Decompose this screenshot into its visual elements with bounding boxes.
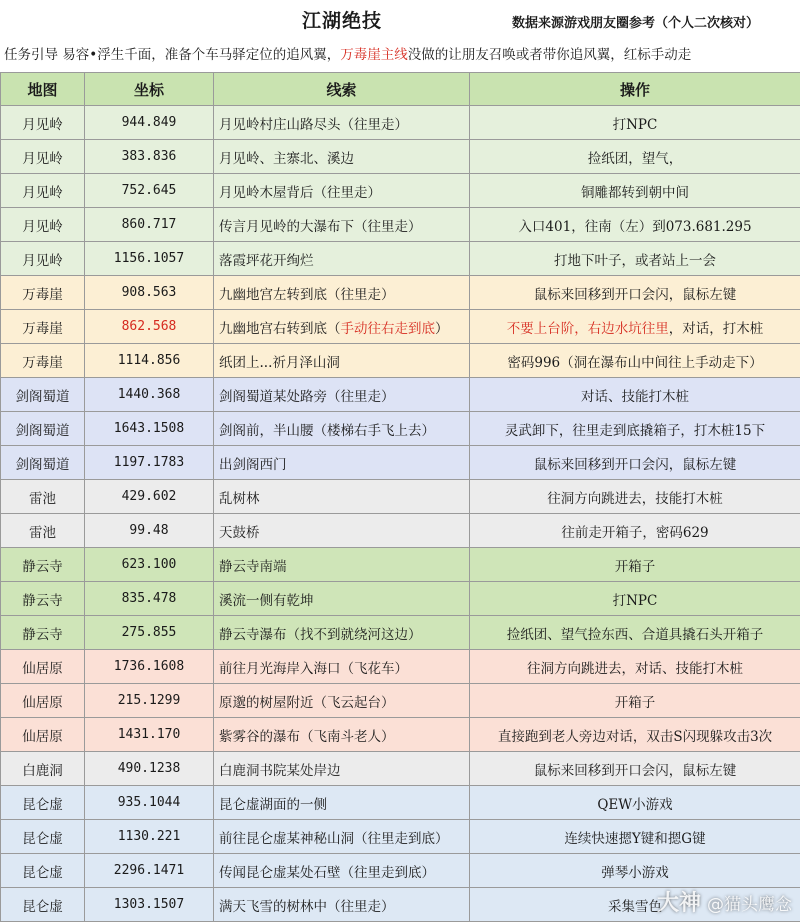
cell-coord: 215.1299	[85, 684, 214, 718]
cell-coord: 2296.1471	[85, 854, 214, 888]
cell-coord: 1431.170	[85, 718, 214, 752]
watermark-handle: @猫头鹰念	[707, 895, 792, 915]
table-row	[1, 650, 800, 684]
page-title: 江湖绝技	[302, 6, 382, 33]
table-row	[1, 276, 800, 310]
cell-map: 月见岭	[1, 208, 85, 242]
cell-coord: 429.602	[85, 480, 214, 514]
cell-clue: 静云寺瀑布（找不到就绕河这边）	[214, 616, 470, 650]
table-row	[1, 446, 800, 480]
table-row	[1, 310, 800, 344]
cell-clue: 剑阁蜀道某处路旁（往里走）	[214, 378, 470, 412]
cell-action: 往洞方向跳进去，对话、技能打木桩	[470, 650, 800, 684]
cell-map: 白鹿洞	[1, 752, 85, 786]
cell-coord: 935.1044	[85, 786, 214, 820]
table-row	[1, 684, 800, 718]
header-map: 地图	[1, 73, 85, 106]
cell-clue: 纸团上...祈月泽山洞	[214, 344, 470, 378]
cell-map: 万毒崖	[1, 344, 85, 378]
guide-highlight: 万毒崖主线	[340, 47, 408, 63]
clue-text: 九幽地宫右转到底（	[219, 321, 341, 337]
cell-action: 对话、技能打木桩	[470, 378, 800, 412]
table-row	[1, 786, 800, 820]
table-row	[1, 616, 800, 650]
cell-action: 弹琴小游戏	[470, 854, 800, 888]
data-source-note: 数据来源游戏朋友圈参考（个人二次核对）	[512, 12, 759, 31]
table-row	[1, 582, 800, 616]
task-guide	[0, 40, 800, 70]
table-row	[1, 480, 800, 514]
cell-coord: 1197.1783	[85, 446, 214, 480]
cell-clue: 月见岭木屋背后（往里走）	[214, 174, 470, 208]
watermark-brand: 大神	[657, 891, 701, 916]
table-row	[1, 548, 800, 582]
table-row	[1, 106, 800, 140]
cell-clue: 静云寺南端	[214, 548, 470, 582]
cell-coord: 490.1238	[85, 752, 214, 786]
cell-coord: 835.478	[85, 582, 214, 616]
cell-action: 鼠标来回移到开口会闪，鼠标左键	[470, 446, 800, 480]
watermark	[657, 886, 792, 917]
cell-coord: 862.568	[85, 310, 214, 344]
cell-action: QEW小游戏	[470, 786, 800, 820]
cell-map: 昆仑虚	[1, 888, 85, 922]
table-row	[1, 752, 800, 786]
cell-clue: 白鹿洞书院某处岸边	[214, 752, 470, 786]
header-action: 操作	[470, 73, 800, 106]
cell-map: 仙居原	[1, 684, 85, 718]
cell-action: 鼠标来回移到开口会闪，鼠标左键	[470, 276, 800, 310]
cell-map: 剑阁蜀道	[1, 446, 85, 480]
cell-clue: 月见岭、主寨北、溪边	[214, 140, 470, 174]
guide-text-end: 没做的让朋友召唤或者带你追风翼，红标手动走	[408, 47, 692, 63]
cell-clue: 落霞坪花开绚烂	[214, 242, 470, 276]
cell-action: 鼠标来回移到开口会闪，鼠标左键	[470, 752, 800, 786]
action-text: ，对话，打木桩	[669, 321, 764, 337]
cell-map: 昆仑虚	[1, 820, 85, 854]
cell-coord: 99.48	[85, 514, 214, 548]
table-row	[1, 242, 800, 276]
cell-action: 打NPC	[470, 582, 800, 616]
cell-action: 连续快速摁Y键和摁G键	[470, 820, 800, 854]
table-row	[1, 344, 800, 378]
cell-clue: 天鼓桥	[214, 514, 470, 548]
cell-clue: 乱树林	[214, 480, 470, 514]
cell-coord: 752.645	[85, 174, 214, 208]
table-header-row	[1, 73, 800, 106]
cell-clue: 前往月光海岸入海口（飞花车）	[214, 650, 470, 684]
table-row	[1, 208, 800, 242]
cell-action: 密码996（洞在瀑布山中间往上手动走下）	[470, 344, 800, 378]
cell-map: 静云寺	[1, 616, 85, 650]
action-text-red: 不要上台阶，右边水坑往里	[507, 321, 669, 337]
clue-text-red: 手动往右走到底	[341, 321, 436, 337]
skills-table	[0, 72, 800, 922]
table-row	[1, 174, 800, 208]
table-row	[1, 140, 800, 174]
cell-action: 直接跑到老人旁边对话，双击S闪现躲攻击3次	[470, 718, 800, 752]
clue-text-end: ）	[435, 321, 449, 337]
cell-clue: 紫雾谷的瀑布（飞南斗老人）	[214, 718, 470, 752]
cell-coord: 1643.1508	[85, 412, 214, 446]
cell-clue: 溪流一侧有乾坤	[214, 582, 470, 616]
guide-text: 任务引导 易容•浮生千面，准备个车马驿定位的追风翼，	[4, 47, 340, 63]
cell-coord: 860.717	[85, 208, 214, 242]
cell-clue: 月见岭村庄山路尽头（往里走）	[214, 106, 470, 140]
cell-action: 捡纸团，望气，	[470, 140, 800, 174]
table-row	[1, 514, 800, 548]
cell-action: 灵武卸下，往里走到底撬箱子，打木桩15下	[470, 412, 800, 446]
cell-coord: 275.855	[85, 616, 214, 650]
table-row	[1, 412, 800, 446]
cell-map: 剑阁蜀道	[1, 412, 85, 446]
cell-action: 铜雕都转到朝中间	[470, 174, 800, 208]
cell-action: 开箱子	[470, 684, 800, 718]
cell-map: 雷池	[1, 514, 85, 548]
cell-clue: 昆仑虚湖面的一侧	[214, 786, 470, 820]
cell-clue: 出剑阁西门	[214, 446, 470, 480]
cell-action: 往洞方向跳进去，技能打木桩	[470, 480, 800, 514]
cell-map: 静云寺	[1, 548, 85, 582]
cell-coord: 1114.856	[85, 344, 214, 378]
cell-clue: 九幽地宫左转到底（往里走）	[214, 276, 470, 310]
cell-map: 剑阁蜀道	[1, 378, 85, 412]
cell-map: 月见岭	[1, 174, 85, 208]
cell-map: 昆仑虚	[1, 786, 85, 820]
cell-map: 月见岭	[1, 242, 85, 276]
cell-coord: 944.849	[85, 106, 214, 140]
table-row	[1, 820, 800, 854]
header-clue: 线索	[214, 73, 470, 106]
cell-clue: 原邈的树屋附近（飞云起台）	[214, 684, 470, 718]
cell-clue: 前往昆仑虚某神秘山洞（往里走到底）	[214, 820, 470, 854]
cell-clue	[214, 310, 470, 344]
cell-coord: 1303.1507	[85, 888, 214, 922]
cell-action: 往前走开箱子，密码629	[470, 514, 800, 548]
cell-coord: 908.563	[85, 276, 214, 310]
cell-action: 开箱子	[470, 548, 800, 582]
header	[0, 0, 800, 40]
cell-map: 昆仑虚	[1, 854, 85, 888]
cell-coord: 1156.1057	[85, 242, 214, 276]
cell-clue: 传言月见岭的大瀑布下（往里走）	[214, 208, 470, 242]
table-row	[1, 854, 800, 888]
cell-action: 采集雪色	[470, 888, 800, 922]
cell-map: 月见岭	[1, 106, 85, 140]
cell-clue: 剑阁前，半山腰（楼梯右手飞上去）	[214, 412, 470, 446]
cell-clue: 传闻昆仑虚某处石壁（往里走到底）	[214, 854, 470, 888]
cell-coord: 1736.1608	[85, 650, 214, 684]
cell-map: 万毒崖	[1, 310, 85, 344]
cell-action: 入口401，往南（左）到073.681.295	[470, 208, 800, 242]
cell-clue: 满天飞雪的树林中（往里走）	[214, 888, 470, 922]
cell-coord: 1440.368	[85, 378, 214, 412]
cell-map: 月见岭	[1, 140, 85, 174]
cell-coord: 383.836	[85, 140, 214, 174]
cell-action: 打NPC	[470, 106, 800, 140]
cell-action: 捡纸团、望气捡东西、合道具撬石头开箱子	[470, 616, 800, 650]
cell-map: 仙居原	[1, 650, 85, 684]
cell-action	[470, 310, 800, 344]
table-row	[1, 718, 800, 752]
cell-coord: 623.100	[85, 548, 214, 582]
header-coord: 坐标	[85, 73, 214, 106]
cell-map: 仙居原	[1, 718, 85, 752]
cell-map: 静云寺	[1, 582, 85, 616]
table-row	[1, 378, 800, 412]
cell-map: 万毒崖	[1, 276, 85, 310]
cell-action: 打地下叶子，或者站上一会	[470, 242, 800, 276]
cell-map: 雷池	[1, 480, 85, 514]
cell-coord: 1130.221	[85, 820, 214, 854]
